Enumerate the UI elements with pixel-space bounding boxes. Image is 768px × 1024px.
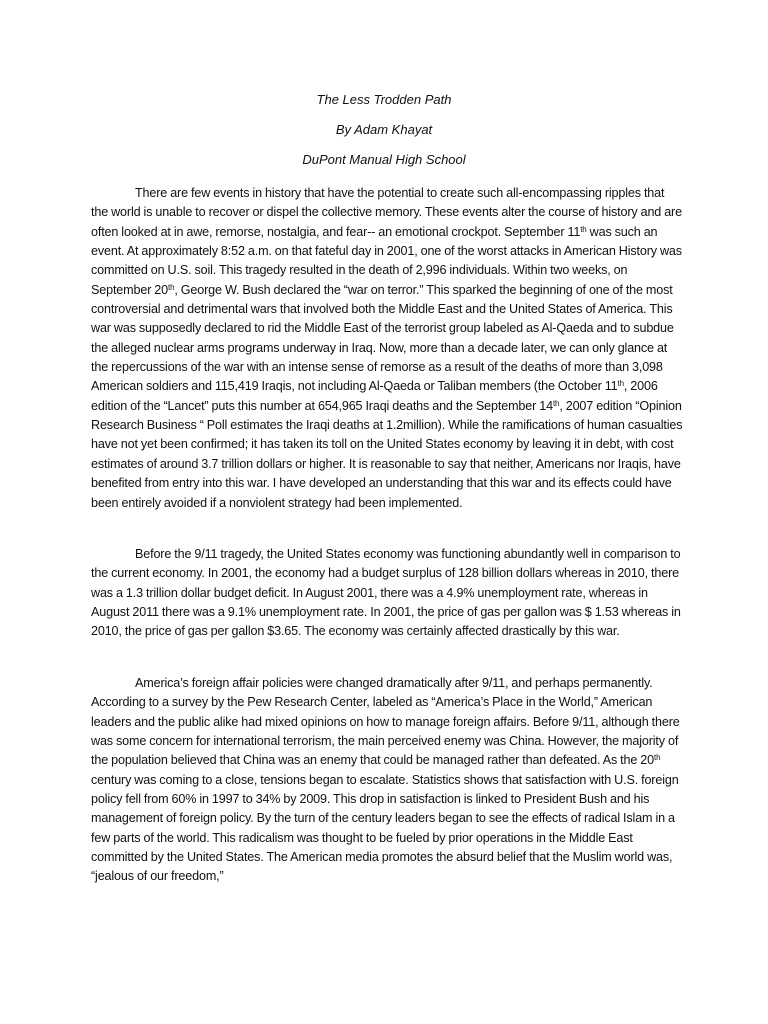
paragraph-line: Before the 9/11 tragedy, the United States economy was functioning abundantly well in [135,547,601,561]
paragraph-line: World,” American leaders and the public alike had mixed opinions on how to manage foreign affairs. [91,695,653,729]
paragraph-line: the Iraqi deaths at 1.2million). While the ramifications of human casualties have not yet been [91,418,683,452]
ordinal-suffix: th [168,282,175,292]
paragraph-line: more than a decade later, we can only glance at the repercussions of the war with an intense sense of [91,340,668,375]
document-school: DuPont Manual High School [302,152,466,167]
paragraph-line: America’s foreign affair policies were changed dramatically after 9/11, and perhaps [135,676,580,690]
paragraph-line: American media promotes the absurd belief that the Muslim world was, “jealous of our freedom,” [91,850,673,884]
ordinal-suffix: th [552,398,560,408]
paragraph-line: thought to be fueled by prior operations in the Middle East committed by the United States. The [91,830,633,865]
paragraph-line: drop in satisfaction is linked to President Bush and his management of foreign policy. By the turn of the [91,792,650,826]
paragraph-text: , 2007 edition “Opinion Research Business “ Poll estimates [91,398,682,433]
paragraph-1 [91,184,683,513]
paragraph-text: managed rather than defeated. As the 20 [432,753,654,768]
paragraph-text: 11 [567,224,581,239]
paragraph-line: permanently. According to a survey by the Pew Research Center, labeled as “America’s Place in the [91,676,653,710]
paragraph-line: unemployment rate, whereas in August 2011 there was a 9.1% unemployment rate. In 2001, the price of [91,585,648,620]
paragraph-2 [91,545,683,642]
paragraph-text: , 2006 edition of the “Lancet” puts this number at [91,379,658,413]
ordinal-suffix: th [617,379,624,389]
ordinal-suffix: th [654,753,661,763]
paragraph-line: have been entirely avoided if a nonviolent strategy had been implemented. [91,476,672,510]
paragraph-text: century was coming to a close, tensions began to escalate. [91,772,409,787]
paragraph-line: that the world is unable to recover or dispel the collective memory. These events alter the course of [91,186,665,220]
paragraph-line: Statistics shows that satisfaction with U.S. foreign policy fell from 60% in 1997 to 34% by 2009. This [91,772,679,807]
paragraph-line: the United States of America. This war was supposedly declared to rid the Middle East of the terrorist [91,302,673,336]
paragraph-line: gas per gallon was $ 1.53 whereas in 2010, the price of gas per gallon $3.65. The economy was certainly [91,605,681,639]
paragraph-line: Before 9/11, although there was some concern for international terrorism, the main perceived enemy [91,714,680,749]
paragraph-line: confirmed; it has taken its toll on the United States economy by leaving it in debt, with cost estimates of [91,437,674,471]
paragraph-line: benefited from entry into this war. I have developed an understanding that this war and its effects could [91,476,642,491]
document-author: By Adam Khayat [335,122,433,137]
document-title: The Less Trodden Path [316,92,452,107]
paragraph-line: around 3.7 trillion dollars or higher. It is reasonable to say that neither, Americans nor Iraqis, have [159,456,681,471]
paragraph-line: comparison to the current economy. In 2001, the economy had a budget surplus of 128 billion dollars [91,547,681,581]
paragraph-text: 654,965 Iraqi deaths and the September 14 [317,398,553,413]
paragraph-text: was such an event. At approximately 8:52 a.m. on that fateful day in 2001, one of the worst attacks [91,224,658,259]
paragraph-text: Within two weeks, on September 20 [91,263,628,297]
paragraph-text: , George W. Bush declared the “war on terror.” This sparked the [174,282,517,297]
paragraph-line: was China. However, the majority of the population believed that China was an enemy that could be [91,734,679,768]
paragraph-line: affected drastically by this war. [455,624,620,639]
paragraph-3 [91,674,683,887]
paragraph-line: group labeled as Al-Qaeda and to subdue the alleged nuclear arms programs underway in Iraq. Now, [91,321,674,355]
paragraph-line: history and are often looked at in awe, remorse, nostalgia, and fear-- an emotional crockpot. September [91,205,682,239]
ordinal-suffix: th [580,224,587,234]
paragraph-text: Al-Qaeda or Taliban members (the October 11 [368,379,618,394]
paragraph-line: beginning of one of the most controversial and detrimental wars that involved both the Middle East and [91,282,673,317]
paragraph-line: century leaders began to see the effects of radical Islam in a few parts of the world. This radicalism was [91,811,675,845]
paragraph-line: in American History was committed on U.S. soil. This tragedy resulted in the death of 2,996 individuals. [91,244,682,278]
paragraph-line: There are few events in history that have the potential to create such all-encompassing ripples [135,186,641,200]
paragraph-line: remorse as a result of the deaths of more than 3,098 American soldiers and 115,419 Iraqis, not including [91,360,663,394]
paragraph-line: whereas in 2010, there was a 1.3 trillion dollar budget deficit. In August 2001, there was a 4.9% [91,566,679,600]
